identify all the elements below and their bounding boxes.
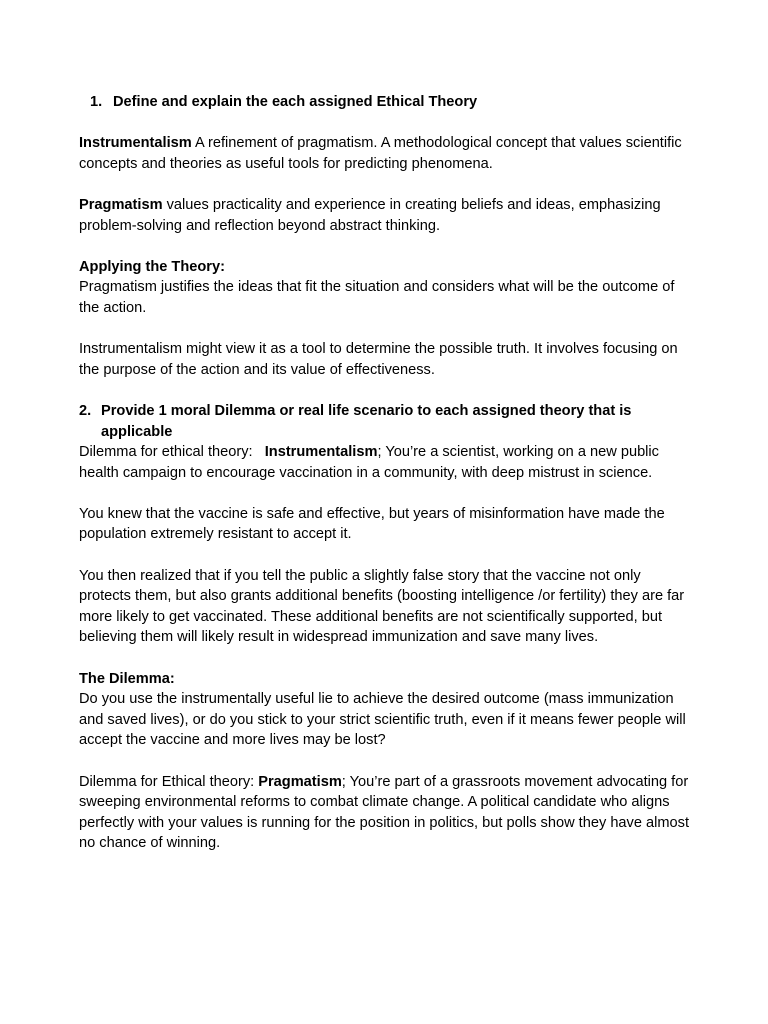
the-dilemma-heading: The Dilemma:	[79, 670, 175, 687]
instrumentalism-dilemma-text: ; You’re a scientist, working on a new public health campaign to encourage vaccination in a community, with deep mistrust in science.	[79, 444, 659, 481]
pragmatism-term: Pragmatism	[79, 196, 163, 213]
instrumentalism-view-paragraph: Instrumentalism might view it as a tool to determine the possible truth. It involves focusing on the purpose of the action and its value of effectiveness.	[79, 341, 678, 378]
applying-theory-text: Pragmatism justifies the ideas that fit the situation and considers what will be the outcome of the action.	[79, 279, 675, 316]
the-dilemma-section	[79, 669, 689, 751]
the-dilemma-text: Do you use the instrumentally useful lie to achieve the desired outcome (mass immunization and saved lives), or do you stick to your strict scientific truth, even if it means fewer people will accept the vaccine and more lives may be lost?	[79, 691, 686, 749]
instrumentalism-definition-text: A refinement of pragmatism. A methodological concept that values scientific concepts and theories as useful tools for predicting phenomena.	[79, 135, 682, 172]
document-body	[79, 92, 689, 875]
pragmatism-dilemma	[79, 772, 689, 854]
pragmatism-dilemma-prefix: Dilemma for Ethical theory:	[79, 773, 259, 790]
false-story-paragraph: You then realized that if you tell the public a slightly false story that the vaccine not only protects them, but also grants additional benefits (boosting intelligence /or fertility) they are far more likely to get vaccinated. These additional benefits are not scientifically supported, but believing them will likely result in widespread immunization and save many lives.	[79, 567, 685, 646]
question-1-text: Define and explain the each assigned Ethical Theory	[113, 94, 478, 110]
instrumentalism-definition	[79, 133, 689, 174]
question-2-heading	[79, 401, 689, 442]
question-2-text: Provide 1 moral Dilemma or real life scenario to each assigned theory that is applicable	[101, 402, 632, 440]
instrumentalism-dilemma-term: Instrumentalism	[264, 444, 378, 461]
question-1-heading	[79, 92, 689, 113]
pragmatism-definition	[79, 195, 689, 236]
applying-theory-section	[79, 257, 689, 319]
pragmatism-definition-text: values practicality and experience in creating beliefs and ideas, emphasizing problem-solving and reflection beyond abstract thinking.	[79, 196, 661, 234]
vaccine-paragraph: You knew that the vaccine is safe and effective, but years of misinformation have made the population extremely resistant to accept it.	[79, 505, 665, 543]
instrumentalism-dilemma-prefix: Dilemma for ethical theory:	[79, 444, 265, 461]
pragmatism-dilemma-text: ; You’re part of a grassroots movement advocating for sweeping environmental reforms to combat climate change. A political candidate who aligns perfectly with your values is running for the position in politics, but polls show they have almost no chance of winning.	[79, 773, 690, 852]
applying-theory-heading: Applying the Theory:	[79, 258, 225, 275]
question-1-number: 1.	[90, 94, 103, 110]
question-2-number: 2.	[79, 402, 92, 419]
pragmatism-dilemma-term: Pragmatism	[258, 773, 342, 790]
instrumentalism-dilemma	[79, 442, 689, 483]
instrumentalism-term: Instrumentalism	[79, 135, 192, 152]
